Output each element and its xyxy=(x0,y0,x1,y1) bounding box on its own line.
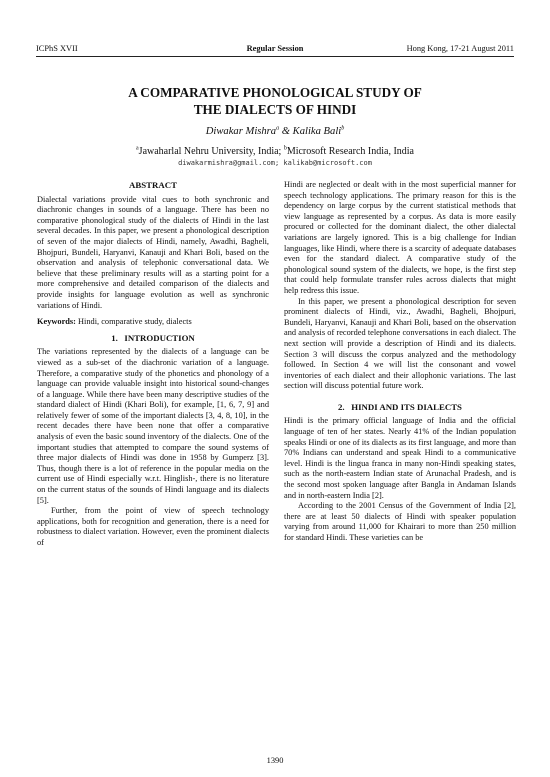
section-1-paragraph-2: Further, from the point of view of speech technology applications, both for recognition and generation, there is a need for robustness to dialect variation. However, even the prominent dialects of xyxy=(37,506,269,547)
paper-title xyxy=(40,84,510,118)
author-list xyxy=(40,125,510,139)
abstract-heading: ABSTRACT xyxy=(129,180,177,190)
section-1-heading: 1. INTRODUCTION xyxy=(111,332,195,343)
author-2: Kalika Bali xyxy=(292,126,342,137)
section-2-paragraph-2: According to the 2001 Census of the Government of India [2], there are at least 50 dialects of Hindi with speaker population varying from around 11,000 for Khairari to more than 250 million for standard Hindi. These varieties can be xyxy=(284,501,516,542)
section-1-paragraph-3: Hindi are neglected or dealt with in the most superficial manner for speech technology applications. The primary reason for this is the dependency on large corpus by the current statistical methods that view language as represented by a corpus. As data is more easily procured or collected for the dominant dialect, the other dialectal variations are largely ignored. This is a big challenge for Indian languages, like Hindi, where there is a scarcity of adequate databases even for the standard dialect. A comparative study of the phonological sound system of the dialects, we hope, is the first step that could help formulate transfer rules across dialects that might help redress this issue. xyxy=(284,180,516,295)
keywords-label: Keywords: xyxy=(37,317,76,327)
page-number: 1390 xyxy=(266,756,284,765)
section-1-paragraph-1: The variations represented by the dialects of a language can be viewed as a sub-set of the diachronic variation of a language. Therefore, a comparative study of the phonetics and phonology of a language can provide valuable insight into historical sound-changes of a language. While there have been many descriptive studies of the standard dialect of Hindi (Khari Boli), for example, [1, 6, 7, 9] and relatively fewer of some of the important dialects [3, 4, 8, 10], in the recent decades there have been none that offer a comparative analysis of even the basic sound inventory of the dialects. One of the important studies that attempted to compare the sound systems of three major dialects of Hindi was done in 1958 by Gumperz [3]. Thus, though there is a lot of reference in the popular media on the current use of Hindi especially w.r.t. Hinglish-, there is no literature on the current status of the sounds of Hindi language and its dialects [5]. xyxy=(37,347,269,505)
abstract-text: Dialectal variations provide vital cues to both synchronic and diachronic changes in sounds of a language. There has been no comparative phonological study of the dialects of Hindi in the last several decades. In this paper, we present a phonological description of seven of the major dialects of Hindi, namely, Awadhi, Bagheli, Bhojpuri, Bundeli, Haryanvi, Kanauji and Khari Boli, based on the observation and analysis of telephonic conversational data. We believe that these preliminary results will as a starting point for a more comprehensive and detailed comparison of the dialects and provide insights for language evolution as well as synchronic variations of Hindi. xyxy=(37,194,269,310)
header-session: Regular Session xyxy=(246,44,304,53)
section-1-paragraph-4: In this paper, we present a phonological description for seven prominent dialects of Hindi, viz., Awadhi, Bagheli, Bhojpuri, Bundeli, Haryanvi, Kanauji and Khari Boli, based on the observation and analysis of recorded telephone conversations in each dialect. The next section will provide a description of Hindi and its dialects. Section 3 will discuss the corpus analyzed and the methodology followed. In Section 4 we will list the consonant and vowel inventories of each dialect and their allophonic variations. The last section will discuss potential future work. xyxy=(284,296,516,391)
affiliation-b-mark: b xyxy=(283,145,287,152)
keywords-text: Hindi, comparative study, dialects xyxy=(75,317,192,327)
paper-title-line-2: THE DIALECTS OF HINDI xyxy=(193,102,357,117)
affiliations xyxy=(30,145,520,158)
affiliation-a: Jawaharlal Nehru University, India; xyxy=(138,146,284,157)
author-emails: diwakarmishra@gmail.com; kalikab@microsoft.com xyxy=(178,159,372,167)
paper-title-line-1: A COMPARATIVE PHONOLOGICAL STUDY OF xyxy=(128,85,422,100)
affiliation-b: Microsoft Research India, India xyxy=(286,146,414,157)
author-separator: & xyxy=(279,126,293,137)
author-1: Diwakar Mishra xyxy=(205,126,277,137)
header-location-date: Hong Kong, 17-21 August 2011 xyxy=(406,44,514,53)
affiliation-a-mark: a xyxy=(136,145,139,152)
running-header xyxy=(36,42,514,57)
keywords xyxy=(37,317,269,328)
section-2-paragraph-1: Hindi is the primary official language of India and the official language of ten of her states. Nearly 41% of the Indian population speaks Hindi or one of its dialects as its first language, and more than 70% Indians can understand and speak Hindi to a communicative level. Hindi is the lingua franca in many non-Hindi speaking states, such as the north-eastern Indian state of Arunachal Pradesh, and is the second most spoken language after Bangla in Andaman Islands and in north-eastern India [2]. xyxy=(284,416,516,500)
header-conference: ICPhS XVII xyxy=(36,44,78,53)
author-2-mark: b xyxy=(341,125,345,132)
right-column xyxy=(284,180,516,544)
author-1-mark: a xyxy=(276,125,280,132)
left-column xyxy=(37,180,269,549)
section-2-heading: 2. HINDI AND ITS DIALECTS xyxy=(338,401,462,412)
